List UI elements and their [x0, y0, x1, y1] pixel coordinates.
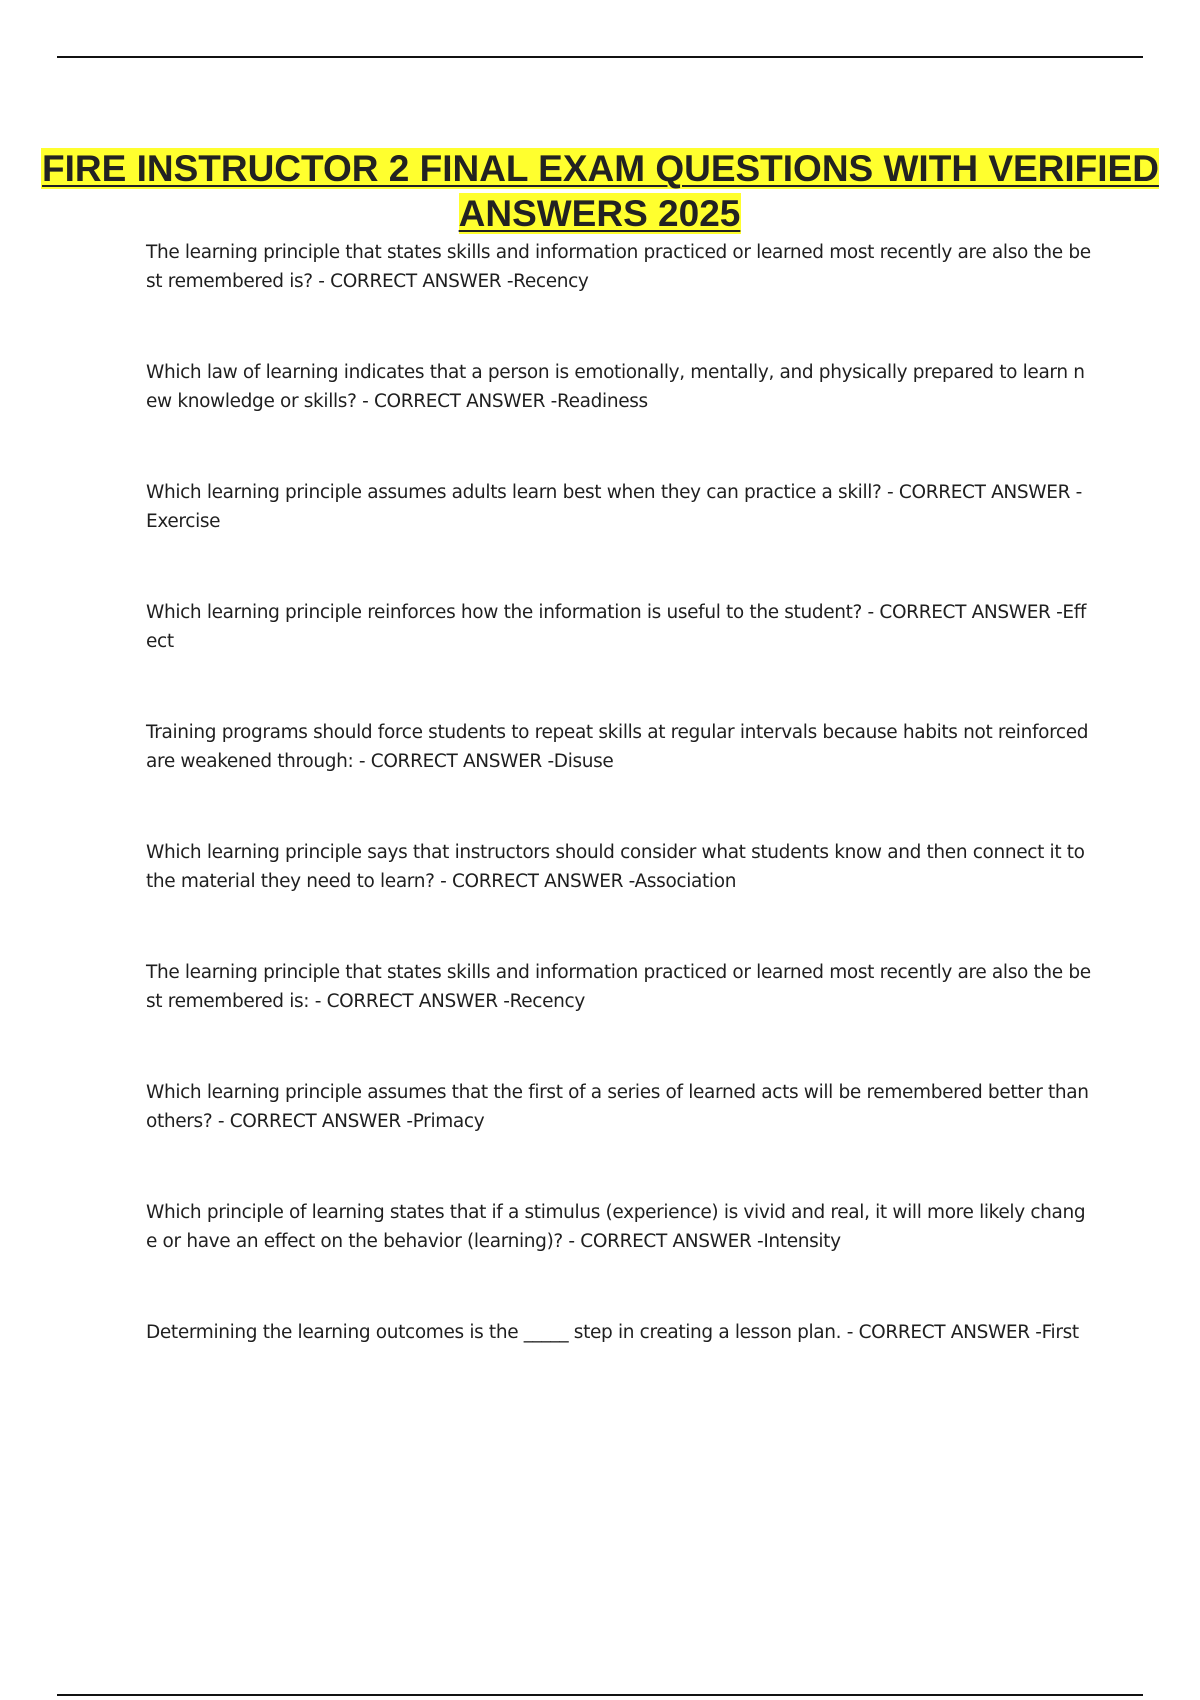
bottom-divider — [57, 1694, 1143, 1696]
answer-marker: CORRECT ANSWER — [858, 1322, 1030, 1343]
answer-marker: CORRECT ANSWER — [229, 1111, 401, 1132]
answer-text: Recency — [513, 271, 589, 292]
answer-text: Readiness — [556, 391, 648, 412]
qa-item: Which learning principle assumes adults learn best when they can practice a skill? - CORRECT ANSWER -Exercise — [146, 482, 1082, 532]
top-divider — [57, 56, 1143, 58]
question-text: Training programs should force students to repeat skills at regular intervals because habits not reinforced are weakened through: — [146, 722, 1089, 772]
question-text: Which learning principle reinforces how the information is useful to the student? — [146, 602, 863, 623]
answer-text: Recency — [509, 991, 585, 1012]
qa-item: Which law of learning indicates that a person is emotionally, mentally, and physically prepared to learn new knowledge or skills? - CORRECT ANSWER -Readiness — [146, 362, 1085, 412]
answer-text: Effect — [146, 602, 1087, 652]
answer-text: Intensity — [763, 1231, 841, 1252]
answer-marker: CORRECT ANSWER — [451, 871, 624, 892]
question-text: Which principle of learning states that if a stimulus (experience) is vivid and real, it will more likely change or have an effect on the behavior (learning)? — [146, 1202, 1086, 1252]
question-text: Which learning principle says that instructors should consider what students know and then connect it to the material they need to learn? — [146, 842, 1085, 892]
qa-item: Determining the learning outcomes is the _____ step in creating a lesson plan. - CORRECT ANSWER -First — [146, 1322, 1079, 1343]
answer-marker: CORRECT ANSWER — [326, 991, 498, 1012]
answer-text: First — [1041, 1322, 1079, 1343]
question-text: The learning principle that states skills and information practiced or learned most recently are also the best remembered is? — [146, 242, 1091, 292]
question-text: Which learning principle assumes adults learn best when they can practice a skill? — [146, 482, 882, 503]
answer-text: Disuse — [553, 751, 614, 772]
document-title — [0, 146, 1200, 236]
answer-marker: CORRECT ANSWER — [330, 271, 502, 292]
question-text: Which learning principle assumes that the first of a series of learned acts will be remembered better than others? — [146, 1082, 1089, 1132]
qa-item: The learning principle that states skills and information practiced or learned most recently are also the best remembered is: - CORRECT ANSWER -Recency — [146, 962, 1091, 1012]
answer-marker: CORRECT ANSWER — [373, 391, 546, 412]
question-text: Determining the learning outcomes is the _____ step in creating a lesson plan. — [146, 1322, 842, 1343]
qa-item: Training programs should force students to repeat skills at regular intervals because habits not reinforced are weakened through: - CORRECT ANSWER -Disuse — [146, 722, 1089, 772]
answer-marker: CORRECT ANSWER — [370, 751, 542, 772]
question-text: The learning principle that states skills and information practiced or learned most recently are also the best remembered is: — [146, 962, 1091, 1012]
answer-marker: CORRECT ANSWER — [898, 482, 1071, 503]
answer-text: Association — [634, 871, 737, 892]
document-title-text: FIRE INSTRUCTOR 2 FINAL EXAM QUESTIONS WITH VERIFIED ANSWERS 2025 — [42, 148, 1159, 234]
answer-marker: CORRECT ANSWER — [879, 602, 1051, 623]
qa-item: Which learning principle assumes that the first of a series of learned acts will be remembered better than others? - CORRECT ANSWER -Primacy — [146, 1082, 1089, 1132]
answer-text: Exercise — [146, 511, 221, 532]
qa-item: Which learning principle reinforces how the information is useful to the student? - CORRECT ANSWER -Effect — [146, 602, 1087, 652]
qa-item: Which learning principle says that instructors should consider what students know and then connect it to the material they need to learn? - CORRECT ANSWER -Association — [146, 842, 1085, 892]
answer-text: Primacy — [412, 1111, 485, 1132]
answer-marker: CORRECT ANSWER — [580, 1231, 752, 1252]
qa-item: The learning principle that states skills and information practiced or learned most recently are also the best remembered is? - CORRECT ANSWER -Recency — [146, 242, 1091, 292]
qa-list — [146, 238, 1091, 1438]
question-text: Which law of learning indicates that a person is emotionally, mentally, and physically prepared to learn new knowledge or skills? — [146, 362, 1085, 412]
qa-item: Which principle of learning states that if a stimulus (experience) is vivid and real, it will more likely change or have an effect on the behavior (learning)? - CORRECT ANSWER -Intensity — [146, 1202, 1086, 1252]
